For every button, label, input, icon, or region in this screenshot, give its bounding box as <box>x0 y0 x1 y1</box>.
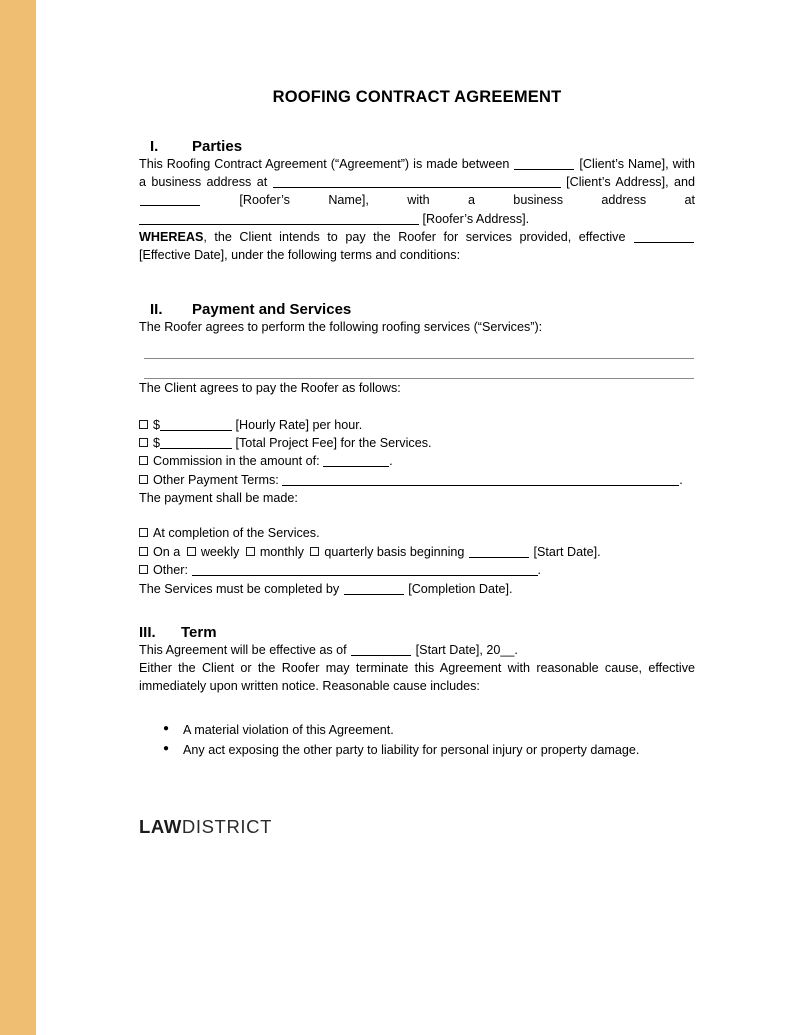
checkbox-icon-monthly[interactable] <box>246 547 255 556</box>
section-numeral-iii: III. <box>139 623 156 641</box>
list-item: ● Any act exposing the other party to liability for personal injury or property damage. <box>139 741 695 759</box>
schedule-option-3: Other: <box>153 563 188 578</box>
payment-intro: The Client agrees to pay the Roofer as follows: <box>139 381 401 396</box>
section-numeral-i: I. <box>150 138 159 155</box>
list-item[interactable] <box>139 543 695 561</box>
schedule-monthly-label: monthly <box>259 544 304 559</box>
payment-option-label: . <box>679 472 683 487</box>
payment-option-prefix: Other Payment Terms: <box>153 472 279 487</box>
parties-text-a: This Roofing Contract Agreement (“Agreement”) is made between <box>139 157 510 171</box>
payment-schedule-list <box>139 524 695 579</box>
completion-paragraph <box>139 580 695 598</box>
schedule-option-2-suffix: [Start Date]. <box>533 544 601 559</box>
payment-option-prefix: $ <box>153 436 161 451</box>
section-title-payment: Payment and Services <box>192 301 352 319</box>
client-name-blank[interactable] <box>514 169 574 170</box>
payment-option-prefix: Commission in the amount of: <box>153 454 320 469</box>
section-numeral-ii: II. <box>150 301 163 319</box>
checkbox-icon-weekly[interactable] <box>187 547 196 556</box>
effective-text-a: This Agreement will be effective as of <box>139 642 347 657</box>
hourly-rate-blank[interactable] <box>160 430 232 431</box>
other-payment-terms-blank[interactable] <box>282 485 679 486</box>
checkbox-icon[interactable] <box>139 438 148 447</box>
section-heading-parties <box>139 138 695 155</box>
reasonable-cause-list <box>139 721 695 759</box>
whereas-text-b: [Effective Date], under the following terms and conditions: <box>139 248 461 263</box>
services-intro: The Roofer agrees to perform the following roofing services (“Services”): <box>139 320 543 335</box>
term-start-date-blank[interactable] <box>351 655 411 656</box>
logo-law-text: LAW <box>139 816 182 837</box>
list-item[interactable] <box>139 471 695 489</box>
checkbox-icon[interactable] <box>139 456 148 465</box>
checkbox-icon[interactable] <box>139 475 148 484</box>
document-content <box>139 0 695 1035</box>
checkbox-icon[interactable] <box>139 547 148 556</box>
parties-paragraph <box>139 155 695 228</box>
section-heading-payment <box>139 301 695 318</box>
payment-option-prefix: $ <box>153 417 161 432</box>
roofer-name-blank[interactable] <box>140 205 200 206</box>
logo-district-text: DISTRICT <box>181 816 273 837</box>
lawdistrict-logo <box>139 816 272 838</box>
left-accent-bar <box>0 0 36 1035</box>
effective-date-blank[interactable] <box>634 242 694 243</box>
schedule-intro: The payment shall be made: <box>139 491 298 506</box>
checkbox-icon[interactable] <box>139 528 148 537</box>
completion-text-end: [Completion Date]. <box>408 581 513 596</box>
section-heading-term <box>139 624 695 641</box>
section-title-parties: Parties <box>192 138 243 155</box>
schedule-option-2-prefix: On a <box>153 544 181 559</box>
checkbox-icon[interactable] <box>139 565 148 574</box>
parties-text-d: [Roofer’s Name], with a business address at <box>239 193 695 208</box>
schedule-other-blank[interactable] <box>192 575 538 576</box>
checkbox-icon[interactable] <box>139 420 148 429</box>
schedule-start-date-blank[interactable] <box>469 557 529 558</box>
list-item[interactable] <box>139 452 695 470</box>
list-item: ● A material violation of this Agreement. <box>139 721 695 739</box>
services-write-in-area[interactable] <box>144 358 694 379</box>
effective-text-b: [Start Date], 20__. <box>415 642 518 657</box>
client-address-blank[interactable] <box>273 187 561 188</box>
schedule-option-3-end: . <box>537 563 541 578</box>
section-title-term: Term <box>181 623 217 641</box>
roofer-address-blank[interactable] <box>139 224 419 225</box>
list-item[interactable] <box>139 561 695 579</box>
payment-options-list <box>139 416 695 490</box>
services-line-1[interactable] <box>144 358 694 359</box>
termination-paragraph: Either the Client or the Roofer may terminate this Agreement with reasonable cause, effective immediately upon written notice. Reasonable cause includes: <box>139 661 695 694</box>
list-item[interactable] <box>139 434 695 452</box>
parties-text-b: [Client’s Name], with a business address at <box>139 157 695 190</box>
whereas-text-a: , the Client intends to pay the Roofer for services provided, effective <box>203 229 626 244</box>
total-fee-blank[interactable] <box>160 448 232 449</box>
whereas-label: WHEREAS <box>139 229 204 244</box>
whereas-paragraph <box>139 228 695 264</box>
schedule-quarterly-label: quarterly basis beginning <box>324 544 465 559</box>
list-item[interactable] <box>139 416 695 434</box>
effective-paragraph <box>139 641 695 659</box>
parties-text-c: [Client’s Address], and <box>566 175 696 190</box>
payment-option-label: [Total Project Fee] for the Services. <box>235 436 432 451</box>
checkbox-icon-quarterly[interactable] <box>310 547 319 556</box>
commission-blank[interactable] <box>323 466 389 467</box>
schedule-weekly-label: weekly <box>200 544 240 559</box>
list-item[interactable] <box>139 524 695 542</box>
completion-date-blank[interactable] <box>344 594 404 595</box>
parties-text-e: [Roofer’s Address]. <box>422 211 530 226</box>
completion-text: The Services must be completed by <box>139 581 340 596</box>
page-title: ROOFING CONTRACT AGREEMENT <box>272 88 562 106</box>
payment-option-label: [Hourly Rate] per hour. <box>235 417 363 432</box>
payment-option-label: . <box>389 454 393 469</box>
schedule-option-1: At completion of the Services. <box>153 526 320 541</box>
